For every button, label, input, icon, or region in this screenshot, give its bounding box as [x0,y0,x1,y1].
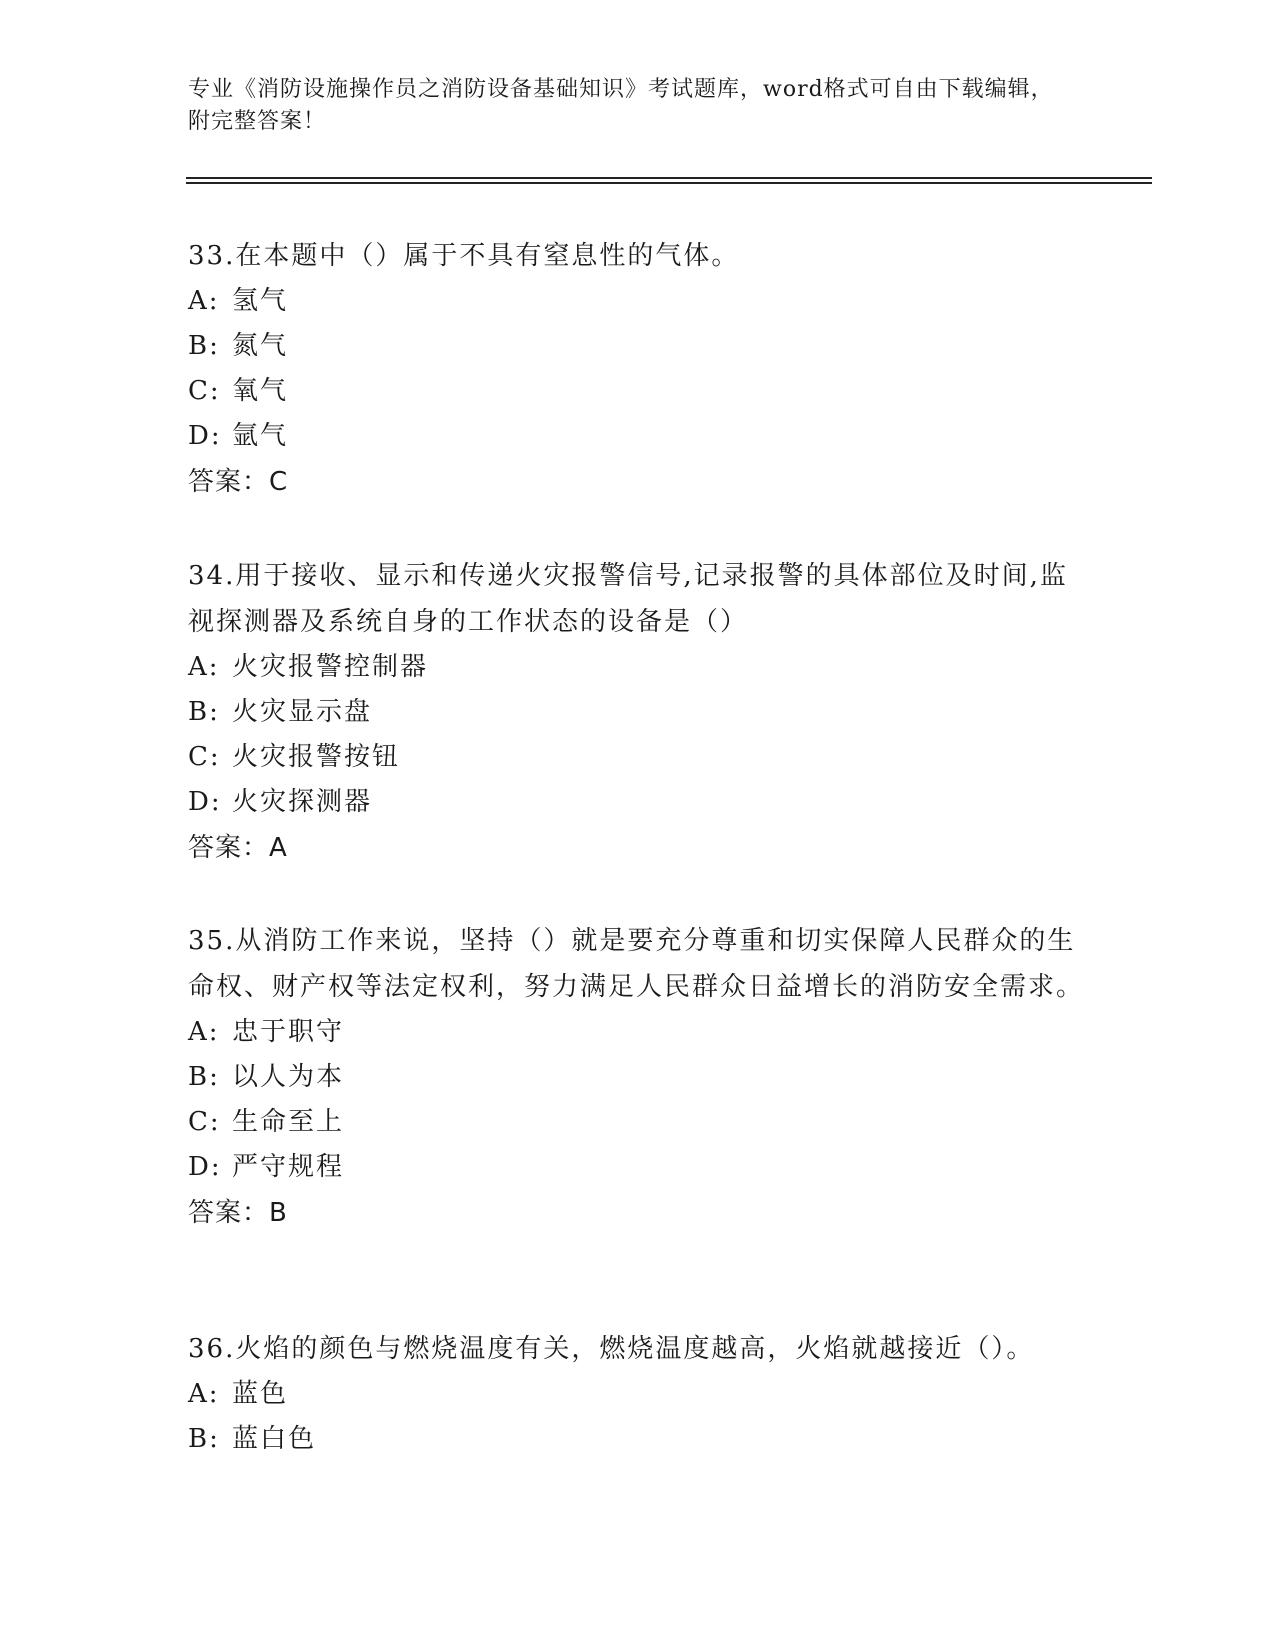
option-text: 氮气 [232,331,289,361]
option-text: 以人为本 [232,1062,345,1092]
option-d [188,1145,1088,1190]
option-text: 火灾显示盘 [232,697,373,727]
option-letter: C: [188,742,221,772]
option-text: 忠于职守 [232,1017,345,1047]
question-33 [188,233,1088,505]
option-letter: A: [188,1379,220,1409]
option-c [188,369,1088,414]
option-text: 火灾探测器 [232,787,373,817]
option-letter: B: [188,331,220,361]
option-b [188,690,1088,735]
option-text: 氧气 [232,376,289,406]
option-text: 生命至上 [232,1107,345,1137]
header-divider-top [186,177,1152,179]
option-b [188,1055,1088,1100]
option-letter: D: [188,1152,222,1182]
option-letter: C: [188,1107,221,1137]
document-header: 专业《消防设施操作员之消防设备基础知识》考试题库，word格式可自由下载编辑，附完整答案！ [188,77,1054,134]
option-c [188,735,1088,780]
option-a [188,1010,1088,1055]
option-a [188,1372,1088,1417]
question-stem: 34.用于接收、显示和传递火灾报警信号,记录报警的具体部位及时间,监视探测器及系统自身的工作状态的设备是（） [188,561,1068,637]
option-letter: B: [188,697,220,727]
question-36 [188,1326,1088,1462]
answer-line: 答案：A [188,833,288,863]
question-stem: 33.在本题中（）属于不具有窒息性的气体。 [188,241,740,271]
question-stem: 35.从消防工作来说，坚持（）就是要充分尊重和切实保障人民群众的生命权、财产权等法定权利，努力满足人民群众日益增长的消防安全需求。 [188,926,1085,1002]
option-text: 氢气 [232,286,289,316]
question-34 [188,553,1088,871]
option-letter: D: [188,421,222,451]
option-letter: A: [188,286,220,316]
option-b [188,324,1088,369]
answer-line: 答案：C [188,467,289,497]
option-letter: A: [188,652,220,682]
option-letter: A: [188,1017,220,1047]
question-35 [188,918,1088,1236]
option-d [188,414,1088,459]
answer-line: 答案：B [188,1198,288,1228]
option-letter: D: [188,787,222,817]
option-letter: B: [188,1062,220,1092]
option-c [188,1100,1088,1145]
option-b [188,1417,1088,1462]
option-text: 火灾报警控制器 [232,652,429,682]
option-text: 蓝色 [232,1379,289,1409]
header-divider-bottom [186,182,1152,184]
option-letter: B: [188,1424,220,1454]
option-text: 火灾报警按钮 [232,742,401,772]
question-stem: 36.火焰的颜色与燃烧温度有关，燃烧温度越高，火焰就越接近（）。 [188,1334,1035,1364]
option-text: 蓝白色 [232,1424,317,1454]
option-letter: C: [188,376,221,406]
option-a [188,645,1088,690]
option-a [188,279,1088,324]
option-text: 严守规程 [232,1152,345,1182]
option-d [188,780,1088,825]
option-text: 氩气 [232,421,289,451]
